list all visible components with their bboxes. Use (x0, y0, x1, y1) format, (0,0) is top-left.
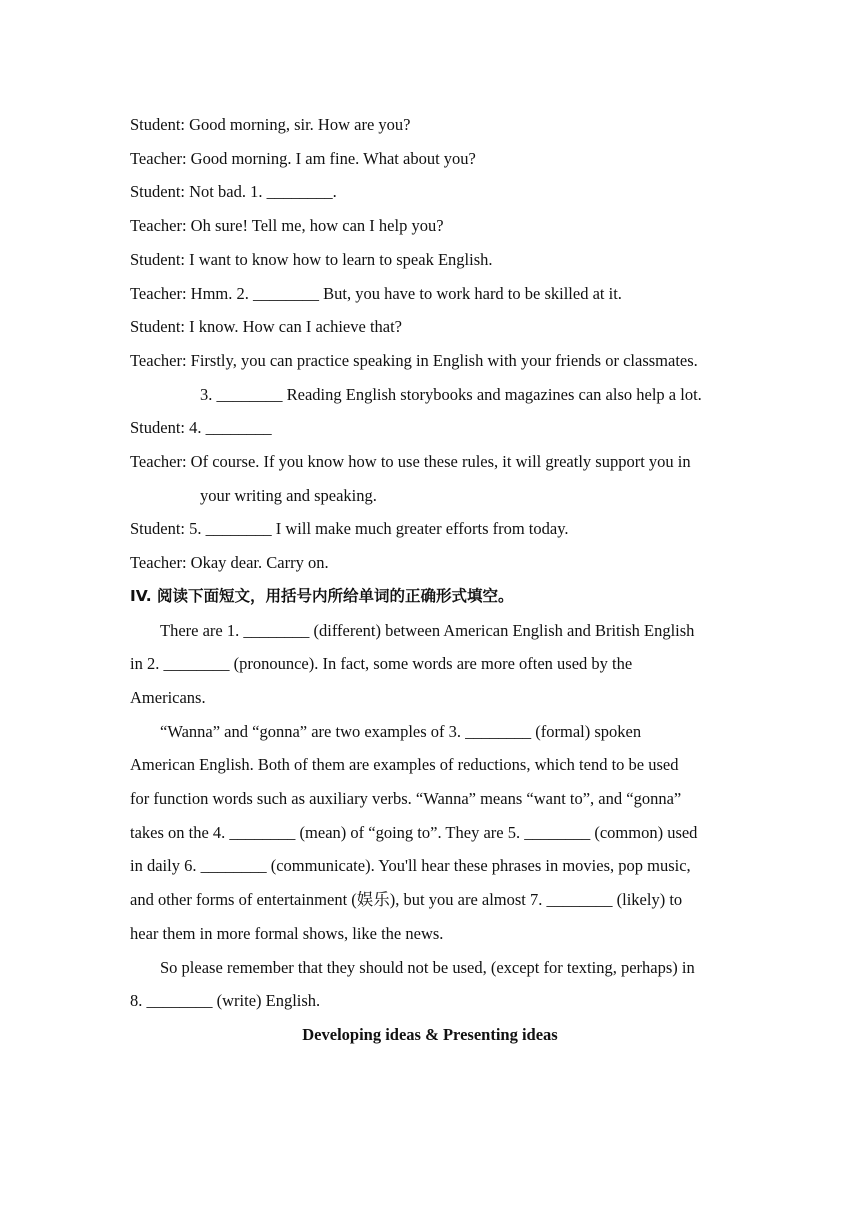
passage-line: Americans. (130, 687, 206, 707)
dialogue-line: Teacher: Okay dear. Carry on. (130, 553, 329, 573)
passage-line: “Wanna” and “gonna” are two examples of 3. ________ (formal) spoken (160, 721, 642, 741)
dialogue-line: Teacher: Oh sure! Tell me, how can I help you? (130, 216, 444, 236)
passage-line: and other forms of entertainment (娱乐), but you are almost 7. ________ (likely) to (130, 890, 683, 910)
section-heading: IV. 阅读下面短文，用括号内所给单词的正确形式填空。 (130, 586, 514, 605)
passage-line: 8. ________ (write) English. (130, 991, 321, 1011)
dialogue-line: Student: I know. How can I achieve that? (130, 317, 403, 337)
dialogue-line: Teacher: Hmm. 2. ________ But, you have to work hard to be skilled at it. (130, 283, 622, 303)
section-title: Developing ideas & Presenting ideas (302, 1024, 558, 1044)
dialogue-line: Student: 5. ________ I will make much greater efforts from today. (130, 519, 569, 539)
dialogue-line: Student: I want to know how to learn to speak English. (130, 249, 493, 269)
passage-line: American English. Both of them are examples of reductions, which tend to be used (130, 755, 679, 775)
passage-line: in 2. ________ (pronounce). In fact, some words are more often used by the (130, 654, 633, 674)
dialogue-line: Teacher: Firstly, you can practice speaking in English with your friends or classmates. (130, 350, 698, 370)
dialogue-line-continuation: your writing and speaking. (200, 485, 377, 505)
passage-line: There are 1. ________ (different) between American English and British English (160, 620, 695, 640)
dialogue-line: Student: Good morning, sir. How are you? (130, 115, 411, 134)
dialogue-line-continuation: 3. ________ Reading English storybooks and magazines can also help a lot. (200, 384, 702, 404)
dialogue-line: Teacher: Good morning. I am fine. What about you? (130, 148, 476, 168)
passage-line: hear them in more formal shows, like the news. (130, 923, 444, 943)
passage-line: takes on the 4. ________ (mean) of “going to”. They are 5. ________ (common) used (130, 822, 698, 842)
dialogue-line: Teacher: Of course. If you know how to use these rules, it will greatly support you in (130, 452, 691, 472)
passage-line: for function words such as auxiliary verbs. “Wanna” means “want to”, and “gonna” (130, 789, 682, 809)
dialogue-line: Student: Not bad. 1. ________. (130, 182, 337, 202)
passage-line: in daily 6. ________ (communicate). You'll hear these phrases in movies, pop music, (130, 856, 691, 876)
dialogue-line: Student: 4. ________ (130, 418, 272, 438)
document-content (130, 108, 730, 1052)
passage-line: So please remember that they should not be used, (except for texting, perhaps) in (160, 957, 695, 977)
